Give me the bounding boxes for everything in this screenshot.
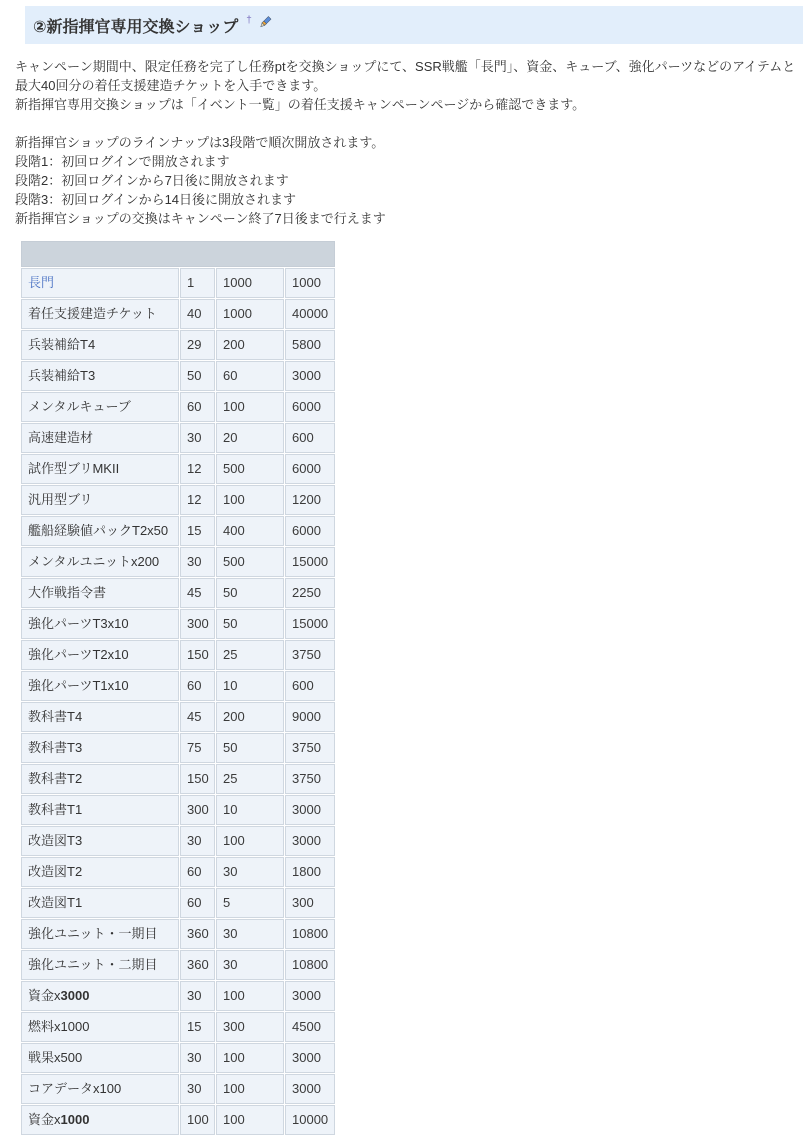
cost-cell: 100 — [216, 1105, 284, 1135]
item-name-cell — [21, 795, 179, 825]
stage-line: 段階1：初回ログインで開放されます — [15, 154, 230, 169]
item-name: 着任支援建造チケット — [28, 306, 157, 321]
item-name-cell — [21, 485, 179, 515]
total-cell: 1200 — [285, 485, 335, 515]
cost-cell: 100 — [216, 981, 284, 1011]
item-name-cell — [21, 1074, 179, 1104]
item-name: 大作戦指令書 — [28, 585, 107, 600]
cost-cell: 200 — [216, 702, 284, 732]
stage-line: 新指揮官ショップのラインナップは3段階で順次開放されます。 — [15, 135, 385, 150]
item-name: 汎用型ブリ — [28, 492, 93, 507]
item-name-cell — [21, 733, 179, 763]
table-row — [21, 1074, 335, 1104]
limit-cell: 1 — [180, 268, 215, 298]
total-cell: 40000 — [285, 299, 335, 329]
item-name: 燃料x1000 — [28, 1019, 90, 1034]
total-cell: 1800 — [285, 857, 335, 887]
cost-cell: 60 — [216, 361, 284, 391]
limit-cell: 30 — [180, 423, 215, 453]
limit-cell: 360 — [180, 919, 215, 949]
table-row — [21, 361, 335, 391]
limit-cell: 30 — [180, 826, 215, 856]
limit-cell: 75 — [180, 733, 215, 763]
table-row — [21, 857, 335, 887]
total-cell: 10800 — [285, 950, 335, 980]
table-row — [21, 640, 335, 670]
table-row — [21, 764, 335, 794]
limit-cell: 100 — [180, 1105, 215, 1135]
item-name: 高速建造材 — [28, 430, 94, 445]
table-row — [21, 578, 335, 608]
item-name: メンタルキューブ — [28, 399, 131, 414]
exchange-shop-table — [20, 240, 336, 1136]
cost-cell: 10 — [216, 671, 284, 701]
total-cell: 6000 — [285, 392, 335, 422]
item-name-cell — [21, 1012, 179, 1042]
item-name-cell — [21, 454, 179, 484]
limit-cell: 60 — [180, 888, 215, 918]
total-cell: 2250 — [285, 578, 335, 608]
item-name-cell — [21, 671, 179, 701]
item-name-bold: 1000 — [60, 1112, 90, 1127]
cost-cell: 500 — [216, 454, 284, 484]
stage-line: 段階2：初回ログインから7日後に開放されます — [15, 173, 289, 188]
limit-cell: 360 — [180, 950, 215, 980]
table-row — [21, 330, 335, 360]
item-name-cell — [21, 1105, 179, 1135]
table-row — [21, 423, 335, 453]
cost-cell: 300 — [216, 1012, 284, 1042]
cost-cell: 10 — [216, 795, 284, 825]
cost-cell: 30 — [216, 950, 284, 980]
total-cell: 3000 — [285, 361, 335, 391]
item-name-cell — [21, 764, 179, 794]
item-name: メンタルユニットx200 — [28, 554, 160, 569]
table-row — [21, 485, 335, 515]
item-name-cell — [21, 361, 179, 391]
item-name: 強化パーツT1x10 — [28, 678, 129, 693]
table-row — [21, 826, 335, 856]
table-header-cell — [21, 241, 335, 267]
table-row — [21, 268, 335, 298]
cost-cell: 1000 — [216, 299, 284, 329]
item-name: 試作型ブリMKII — [28, 461, 120, 476]
item-name: 強化ユニット・二期目 — [28, 957, 158, 972]
total-cell: 300 — [285, 888, 335, 918]
limit-cell: 45 — [180, 702, 215, 732]
item-name: 資金x — [28, 1112, 61, 1127]
item-name-cell — [21, 981, 179, 1011]
total-cell: 3750 — [285, 733, 335, 763]
cost-cell: 100 — [216, 826, 284, 856]
item-link[interactable]: 長門 — [28, 275, 55, 290]
item-name: 強化パーツT2x10 — [28, 647, 129, 662]
cost-cell: 400 — [216, 516, 284, 546]
total-cell: 3750 — [285, 764, 335, 794]
item-name: 改造図T3 — [28, 833, 83, 848]
total-cell: 3000 — [285, 1074, 335, 1104]
item-name-cell — [21, 609, 179, 639]
cost-cell: 30 — [216, 857, 284, 887]
limit-cell: 300 — [180, 609, 215, 639]
total-cell: 600 — [285, 671, 335, 701]
limit-cell: 30 — [180, 547, 215, 577]
cost-cell: 30 — [216, 919, 284, 949]
item-name: 強化パーツT3x10 — [28, 616, 129, 631]
item-name: 教科書T4 — [28, 709, 83, 724]
item-name: 戦果x500 — [28, 1050, 83, 1065]
total-cell: 10000 — [285, 1105, 335, 1135]
item-name-bold: 3000 — [60, 988, 90, 1003]
item-name-cell — [21, 578, 179, 608]
table-row — [21, 609, 335, 639]
cost-cell: 50 — [216, 733, 284, 763]
item-name: 資金x — [28, 988, 61, 1003]
cost-cell: 1000 — [216, 268, 284, 298]
limit-cell: 12 — [180, 454, 215, 484]
table-row — [21, 1012, 335, 1042]
stage-line: 段階3：初回ログインから14日後に開放されます — [15, 192, 297, 207]
table-row — [21, 795, 335, 825]
cost-cell: 100 — [216, 1074, 284, 1104]
limit-cell: 40 — [180, 299, 215, 329]
total-cell: 15000 — [285, 609, 335, 639]
table-header-row — [21, 241, 335, 267]
item-name-cell — [21, 268, 179, 298]
total-cell: 600 — [285, 423, 335, 453]
cost-cell: 500 — [216, 547, 284, 577]
total-cell: 6000 — [285, 454, 335, 484]
item-name-cell — [21, 547, 179, 577]
limit-cell: 50 — [180, 361, 215, 391]
item-name-cell — [21, 516, 179, 546]
limit-cell: 60 — [180, 857, 215, 887]
limit-cell: 60 — [180, 392, 215, 422]
intro-line: 最大40回分の着任支援建造チケットを入手できます。 — [15, 78, 327, 93]
item-name-cell — [21, 392, 179, 422]
table-row — [21, 981, 335, 1011]
total-cell: 6000 — [285, 516, 335, 546]
cost-cell: 100 — [216, 392, 284, 422]
item-name-cell — [21, 950, 179, 980]
item-name: 艦船経験値パックT2x50 — [28, 523, 169, 538]
item-name: 教科書T2 — [28, 771, 83, 786]
limit-cell: 15 — [180, 516, 215, 546]
limit-cell: 45 — [180, 578, 215, 608]
pencil-icon[interactable] — [258, 15, 272, 32]
total-cell: 4500 — [285, 1012, 335, 1042]
cost-cell: 200 — [216, 330, 284, 360]
limit-cell: 60 — [180, 671, 215, 701]
total-cell: 3000 — [285, 1043, 335, 1073]
limit-cell: 150 — [180, 764, 215, 794]
cost-cell: 100 — [216, 485, 284, 515]
table-row — [21, 733, 335, 763]
item-name-cell — [21, 1043, 179, 1073]
item-name-cell — [21, 640, 179, 670]
limit-cell: 15 — [180, 1012, 215, 1042]
limit-cell: 300 — [180, 795, 215, 825]
item-name-cell — [21, 826, 179, 856]
cost-cell: 5 — [216, 888, 284, 918]
item-name: 兵装補給T3 — [28, 368, 96, 383]
table-row — [21, 1043, 335, 1073]
intro-line: 新指揮官専用交換ショップは「イベント一覧」の着任支援キャンペーンページから確認できます。 — [15, 97, 586, 112]
limit-cell: 12 — [180, 485, 215, 515]
item-name: 教科書T3 — [28, 740, 83, 755]
item-name-cell — [21, 919, 179, 949]
total-cell: 3000 — [285, 795, 335, 825]
item-name-cell — [21, 299, 179, 329]
table-row — [21, 919, 335, 949]
total-cell: 15000 — [285, 547, 335, 577]
cost-cell: 20 — [216, 423, 284, 453]
total-cell: 3000 — [285, 981, 335, 1011]
limit-cell: 30 — [180, 1043, 215, 1073]
item-name: 改造図T2 — [28, 864, 83, 879]
cost-cell: 25 — [216, 640, 284, 670]
cost-cell: 100 — [216, 1043, 284, 1073]
item-name: 強化ユニット・一期目 — [28, 926, 158, 941]
table-row — [21, 392, 335, 422]
total-cell: 10800 — [285, 919, 335, 949]
item-name-cell — [21, 330, 179, 360]
item-name-cell — [21, 857, 179, 887]
limit-cell: 30 — [180, 981, 215, 1011]
limit-cell: 30 — [180, 1074, 215, 1104]
item-name: 兵装補給T4 — [28, 337, 96, 352]
item-name-cell — [21, 423, 179, 453]
cost-cell: 50 — [216, 578, 284, 608]
section-heading — [25, 6, 803, 44]
item-name: 改造図T1 — [28, 895, 83, 910]
stage-paragraph — [15, 133, 803, 228]
total-cell: 3750 — [285, 640, 335, 670]
table-row — [21, 454, 335, 484]
item-name: コアデータx100 — [28, 1081, 122, 1096]
anchor-dagger-link[interactable]: † — [246, 14, 252, 26]
intro-line: キャンペーン期間中、限定任務を完了し任務ptを交換ショップにて、SSR戦艦「長門」、資金、キューブ、強化パーツなどのアイテムと — [15, 59, 796, 74]
item-name: 教科書T1 — [28, 802, 83, 817]
table-row — [21, 888, 335, 918]
total-cell: 9000 — [285, 702, 335, 732]
limit-cell: 29 — [180, 330, 215, 360]
intro-paragraph — [15, 57, 803, 114]
table-row — [21, 547, 335, 577]
table-row — [21, 516, 335, 546]
cost-cell: 25 — [216, 764, 284, 794]
stage-line: 新指揮官ショップの交換はキャンペーン終了7日後まで行えます — [15, 211, 386, 226]
wiki-page — [0, 6, 803, 1136]
total-cell: 3000 — [285, 826, 335, 856]
section-title: ②新指揮官専用交換ショップ — [33, 18, 239, 36]
table-row — [21, 671, 335, 701]
item-name-cell — [21, 888, 179, 918]
total-cell: 5800 — [285, 330, 335, 360]
total-cell: 1000 — [285, 268, 335, 298]
cost-cell: 50 — [216, 609, 284, 639]
table-row — [21, 1105, 335, 1135]
table-row — [21, 702, 335, 732]
table-row — [21, 950, 335, 980]
table-row — [21, 299, 335, 329]
limit-cell: 150 — [180, 640, 215, 670]
item-name-cell — [21, 702, 179, 732]
